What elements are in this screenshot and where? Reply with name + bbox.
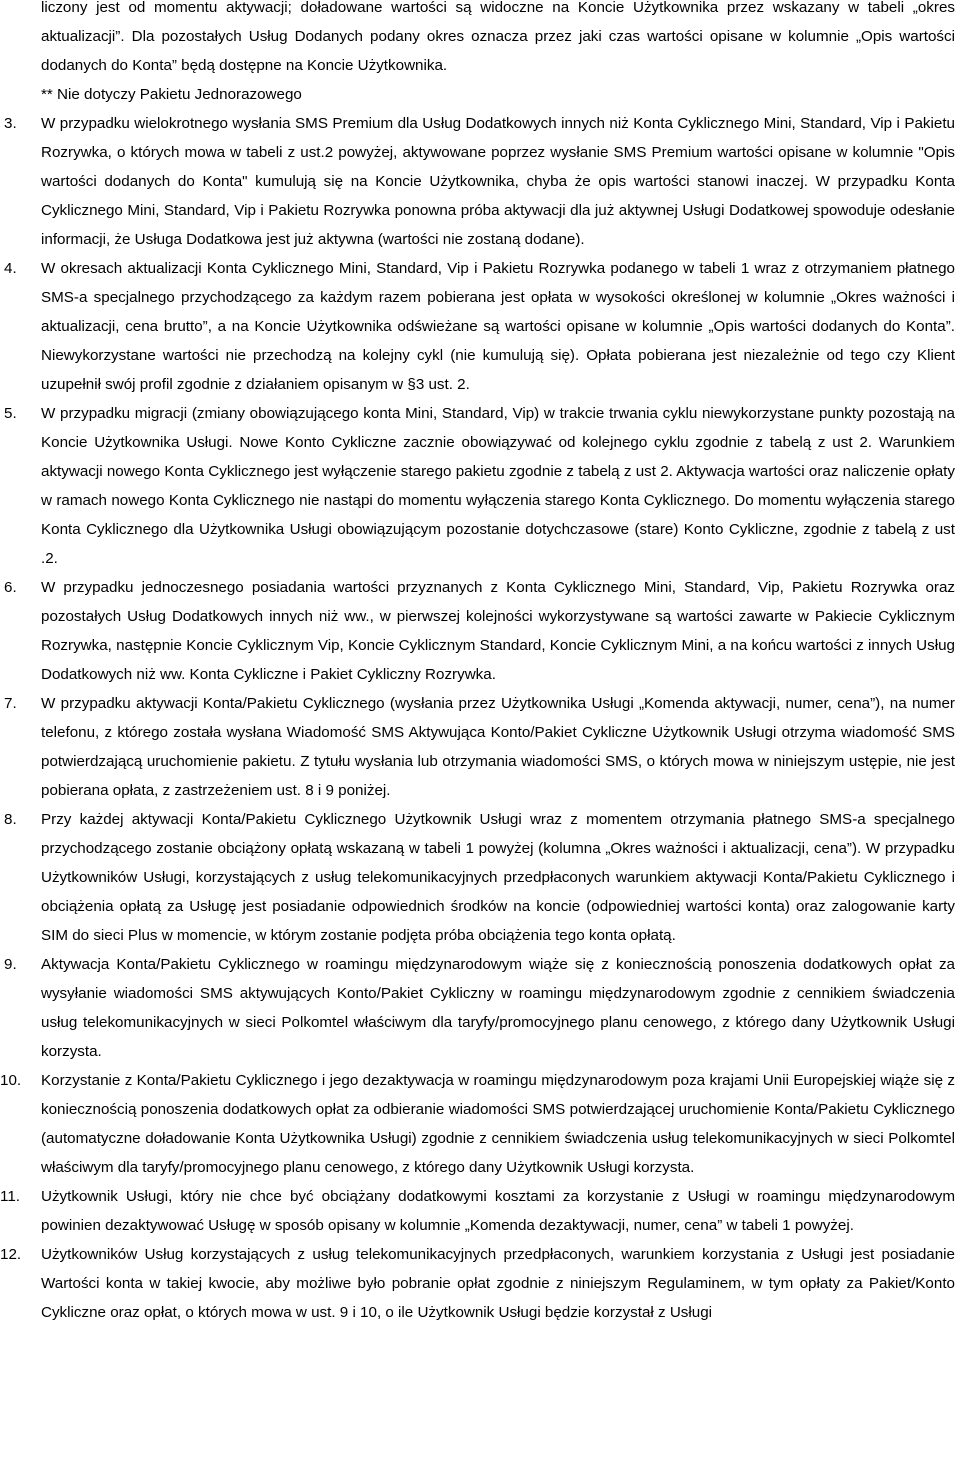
list-item xyxy=(0,1182,955,1240)
list-item xyxy=(0,1240,955,1327)
item-text: W przypadku aktywacji Konta/Pakietu Cyklicznego (wysłania przez Użytkownika Usługi „Komenda aktywacji, numer, cena”), na numer telefonu, z którego została wysłana Wiadomość SMS Aktywująca Konto/Pakiet Cykliczne Użytkownik Usługi otrzyma wiadomość SMS potwierdzającą uruchomienie pakietu. Z tytułu wysłania lub otrzymania wiadomości SMS, o których mowa w niniejszym ustępie, nie jest pobierana opłata, z zastrzeżeniem ust. 8 i 9 poniżej. xyxy=(41,695,955,799)
item-text: W przypadku migracji (zmiany obowiązującego konta Mini, Standard, Vip) w trakcie trwania cyklu niewykorzystane punkty pozostają na Koncie Użytkownika Usługi. Nowe Konto Cykliczne zacznie obowiązywać od kolejnego cyklu zgodnie z tabelą z ust 2. Warunkiem aktywacji nowego Konta Cyklicznego jest wyłączenie starego pakietu zgodnie z tabelą z ust 2. Aktywacja wartości oraz naliczenie opłaty w ramach nowego Konta Cyklicznego nie nastąpi do momentu wyłączenia starego Konta Cyklicznego. Do momentu wyłączenia starego Konta Cyklicznego dla Użytkownika Usługi obowiązującym pozostanie dotychczasowe (stare) Konto Cykliczne, zgodnie z tabelą z ust .2. xyxy=(41,405,955,567)
item-text: Korzystanie z Konta/Pakietu Cyklicznego i jego dezaktywacja w roamingu międzynarodowym poza krajami Unii Europejskiej wiąże się z koniecznością ponoszenia dodatkowych opłat za odbieranie wiadomości SMS potwierdzającej uruchomienie Konta/Pakietu Cyklicznego (automatyczne doładowanie Konta Użytkownika Usługi) zgodnie z cennikiem świadczenia usług telekomunikacyjnych w sieci Polkomtel właściwym dla taryfy/promocyjnego planu cenowego, z którego dany Użytkownik Usługi korzysta. xyxy=(41,1072,955,1176)
list-item xyxy=(0,109,955,254)
list-item xyxy=(0,1066,955,1182)
item-text: W okresach aktualizacji Konta Cyklicznego Mini, Standard, Vip i Pakietu Rozrywka podanego w tabeli 1 wraz z otrzymaniem płatnego SMS-a specjalnego przychodzącego za każdym razem pobierana jest opłata w wysokości określonej w kolumnie „Okres ważności i aktualizacji, cena brutto”, a na Koncie Użytkownika odświeżane są wartości opisane w kolumnie „Opis wartości dodanych do Konta”. Niewykorzystane wartości nie przechodzą na kolejny cykl (nie kumulują się). Opłata pobierana jest niezależnie od tego czy Klient uzupełnił swój profil zgodnie z działaniem opisanym w §3 ust. 2. xyxy=(41,260,955,393)
item-text: Użytkowników Usług korzystających z usług telekomunikacyjnych przedpłaconych, warunkiem korzystania z Usługi jest posiadanie Wartości konta w takiej kwocie, aby możliwe było pobranie opłat zgodnie z niniejszym Regulaminem, w tym opłaty za Pakiet/Konto Cykliczne oraz opłat, o których mowa w ust. 9 i 10, o ile Użytkownik Usługi będzie korzystał z Usługi xyxy=(41,1246,955,1321)
list-item xyxy=(0,805,955,950)
item-text: Użytkownik Usługi, który nie chce być obciążany dodatkowymi kosztami za korzystanie z Usługi w roamingu międzynarodowym powinien dezaktywować Usługę w sposób opisany w kolumnie „Komenda dezaktywacji, numer, cena” w tabeli 1 powyżej. xyxy=(41,1188,955,1234)
item-text: Przy każdej aktywacji Konta/Pakietu Cyklicznego Użytkownik Usługi wraz z momentem otrzymania płatnego SMS-a specjalnego przychodzącego zostanie obciążony opłatą wskazaną w tabeli 1 powyżej (kolumna „Okres ważności i aktualizacji, cena”). W przypadku Użytkowników Usługi, korzystających z usług telekomunikacyjnych przedpłaconych warunkiem aktywacji Konta/Pakietu Cyklicznego i obciążenia opłatą za Usługę jest posiadanie odpowiednich środków na koncie (odpowiedniej wartości konta) oraz zalogowanie karty SIM do sieci Plus w momencie, w którym zostanie podjęta próba obciążenia tego konta opłatą. xyxy=(41,811,955,944)
item-number: 11. xyxy=(0,1188,20,1205)
list-item xyxy=(0,254,955,399)
footnote: ** Nie dotyczy Pakietu Jednorazowego xyxy=(41,86,302,103)
item-number: 8. xyxy=(4,811,17,828)
item-number: 6. xyxy=(4,579,17,596)
item-number: 10. xyxy=(0,1072,22,1089)
item-number: 7. xyxy=(4,695,17,712)
item-text: Aktywacja Konta/Pakietu Cyklicznego w roamingu międzynarodowym wiąże się z koniecznością ponoszenia dodatkowych opłat za wysyłanie wiadomości SMS aktywujących Konto/Pakiet Cykliczny w roamingu międzynarodowym zgodnie z cennikiem świadczenia usług telekomunikacyjnych w sieci Polkomtel właściwym dla taryfy/promocyjnego planu cenowego, z którego dany Użytkownik Usługi korzysta. xyxy=(41,956,955,1060)
item-text: W przypadku wielokrotnego wysłania SMS Premium dla Usług Dodatkowych innych niż Konta Cyklicznego Mini, Standard, Vip i Pakietu Rozrywka, o których mowa w tabeli z ust.2 powyżej, aktywowane poprzez wysłanie SMS Premium wartości opisane w kolumnie "Opis wartości dodanych do Konta" kumulują się na Koncie Użytkownika, chyba że opis wartości stanowi inaczej. W przypadku Konta Cyklicznego Mini, Standard, Vip i Pakietu Rozrywka ponowna próba aktywacji dla już aktywnej Usługi Dodatkowej spowoduje odesłanie informacji, że Usługa Dodatkowa jest już aktywna (wartości nie zostaną dodane). xyxy=(41,115,955,248)
item-number: 3. xyxy=(4,115,17,132)
item-number: 12. xyxy=(0,1246,22,1263)
intro-paragraph: liczony jest od momentu aktywacji; doładowane wartości są widoczne na Koncie Użytkownika przez wskazany w tabeli „okres aktualizacji”. Dla pozostałych Usług Dodanych podany okres oznacza przez jaki czas wartości opisane w kolumnie „Opis wartości dodanych do Konta” będą dostępne na Koncie Użytkownika. xyxy=(41,0,955,74)
list-item xyxy=(0,573,955,689)
item-number: 9. xyxy=(4,956,17,973)
item-text: W przypadku jednoczesnego posiadania wartości przyznanych z Konta Cyklicznego Mini, Standard, Vip, Pakietu Rozrywka oraz pozostałych Usług Dodatkowych innych niż ww., w pierwszej kolejności wykorzystywane są wartości zawarte w Pakiecie Cyklicznym Rozrywka, następnie Koncie Cyklicznym Vip, Koncie Cyklicznym Standard, Koncie Cyklicznym Mini, a na końcu wartości z innych Usług Dodatkowych niż ww. Konta Cykliczne i Pakiet Cykliczny Rozrywka. xyxy=(41,579,955,683)
item-number: 4. xyxy=(4,260,17,277)
list-item xyxy=(0,399,955,573)
list-item xyxy=(0,689,955,805)
item-number: 5. xyxy=(4,405,17,422)
list-item xyxy=(0,950,955,1066)
